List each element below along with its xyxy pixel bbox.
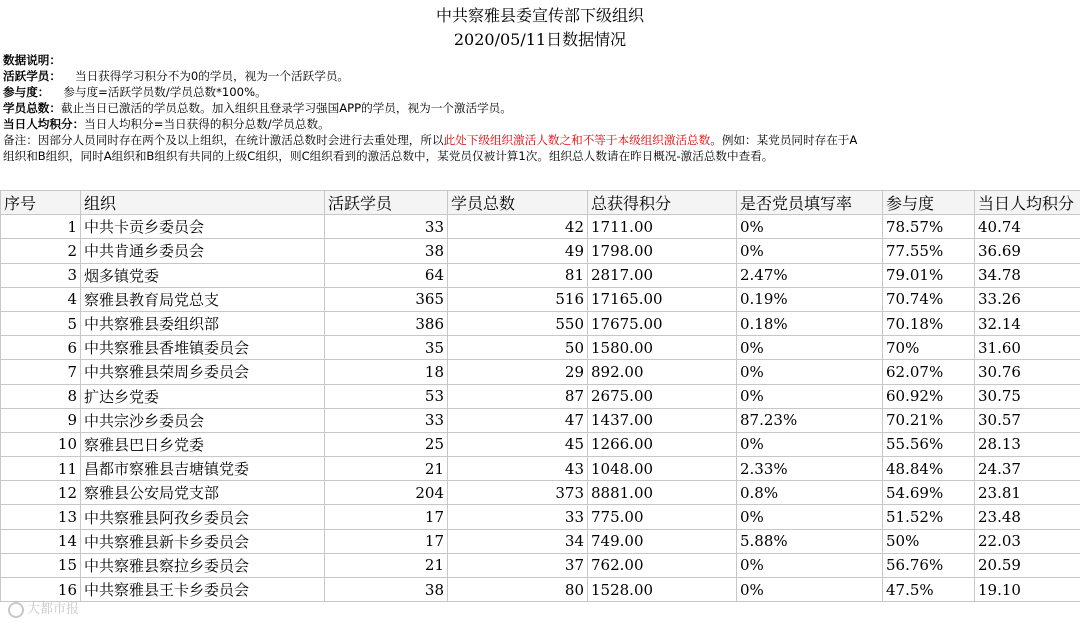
table-cell[interactable]: 1711.00 xyxy=(588,215,737,239)
table-cell[interactable]: 51.52% xyxy=(883,505,975,529)
table-cell[interactable]: 49 xyxy=(448,239,588,263)
table-cell[interactable]: 47 xyxy=(448,408,588,432)
data-table xyxy=(0,190,1080,602)
table-cell[interactable]: 70.18% xyxy=(883,311,975,335)
table-cell[interactable]: 34.78 xyxy=(975,263,1080,287)
watermark-logo-icon xyxy=(8,602,24,618)
table-cell[interactable]: 31.60 xyxy=(975,336,1080,360)
table-cell[interactable]: 16 xyxy=(1,578,81,602)
note-remark-b: 。例如：某党员同时存在于A xyxy=(710,133,858,147)
table-cell[interactable]: 79.01% xyxy=(883,263,975,287)
table-cell[interactable]: 892.00 xyxy=(588,360,737,384)
table-cell[interactable]: 81 xyxy=(448,263,588,287)
table-cell[interactable]: 中共察雅县王卡乡委员会 xyxy=(81,578,325,602)
table-cell[interactable]: 17165.00 xyxy=(588,287,737,311)
table-cell[interactable]: 中共肯通乡委员会 xyxy=(81,239,325,263)
note-avg-text: 当日人均积分=当日获得的积分总数/学员总数。 xyxy=(84,117,330,131)
table-cell[interactable]: 33.26 xyxy=(975,287,1080,311)
table-cell[interactable]: 40.74 xyxy=(975,215,1080,239)
table-cell[interactable]: 0% xyxy=(737,336,883,360)
table-cell[interactable]: 2.33% xyxy=(737,457,883,481)
table-cell[interactable]: 17 xyxy=(325,505,448,529)
table-cell[interactable]: 11 xyxy=(1,457,81,481)
table-cell[interactable]: 550 xyxy=(448,311,588,335)
table-cell[interactable]: 38 xyxy=(325,239,448,263)
table-cell[interactable]: 25 xyxy=(325,432,448,456)
table-cell[interactable]: 中共察雅县荣周乡委员会 xyxy=(81,360,325,384)
table-cell[interactable]: 9 xyxy=(1,408,81,432)
table-cell[interactable]: 70.21% xyxy=(883,408,975,432)
table-cell[interactable]: 60.92% xyxy=(883,384,975,408)
table-cell[interactable]: 0.19% xyxy=(737,287,883,311)
table-cell[interactable]: 0% xyxy=(737,578,883,602)
table-cell[interactable]: 77.55% xyxy=(883,239,975,263)
table-cell[interactable]: 0.8% xyxy=(737,481,883,505)
table-cell[interactable]: 21 xyxy=(325,457,448,481)
table-body xyxy=(1,215,1080,602)
table-cell[interactable]: 30.57 xyxy=(975,408,1080,432)
table-cell[interactable]: 775.00 xyxy=(588,505,737,529)
table-cell[interactable]: 中共卡贡乡委员会 xyxy=(81,215,325,239)
table-cell[interactable]: 365 xyxy=(325,287,448,311)
table-cell[interactable]: 78.57% xyxy=(883,215,975,239)
table-cell[interactable]: 察雅县教育局党总支 xyxy=(81,287,325,311)
table-cell[interactable]: 749.00 xyxy=(588,529,737,553)
table-cell[interactable]: 373 xyxy=(448,481,588,505)
table-row xyxy=(1,432,1080,456)
table-cell[interactable]: 中共察雅县阿孜乡委员会 xyxy=(81,505,325,529)
table-cell[interactable]: 中共察雅县委组织部 xyxy=(81,311,325,335)
table-cell[interactable]: 23.48 xyxy=(975,505,1080,529)
table-cell[interactable]: 386 xyxy=(325,311,448,335)
table-cell[interactable]: 21 xyxy=(325,553,448,577)
header-active-learners[interactable]: 活跃学员 xyxy=(325,191,448,215)
table-cell[interactable]: 1528.00 xyxy=(588,578,737,602)
table-cell[interactable]: 64 xyxy=(325,263,448,287)
table-cell[interactable]: 38 xyxy=(325,578,448,602)
header-total-learners[interactable]: 学员总数 xyxy=(448,191,588,215)
table-cell[interactable]: 516 xyxy=(448,287,588,311)
table-cell[interactable]: 0% xyxy=(737,384,883,408)
table-cell[interactable]: 43 xyxy=(448,457,588,481)
table-cell[interactable]: 35 xyxy=(325,336,448,360)
table-cell[interactable]: 87 xyxy=(448,384,588,408)
table-cell[interactable]: 5 xyxy=(1,311,81,335)
page-subtitle: 2020/05/11日数据情况 xyxy=(453,30,627,49)
table-row xyxy=(1,239,1080,263)
table-cell[interactable]: 中共察雅县香堆镇委员会 xyxy=(81,336,325,360)
note-remark-line2-text: 组织和B组织，同时A组织和B组织有共同的上级C组织，则C组织看到的激活总数中，某党员仅被计算1次。组织总人数请在昨日概况-激活总数中查看。 xyxy=(3,149,774,163)
table-row xyxy=(1,287,1080,311)
note-total-label: 学员总数： xyxy=(3,101,61,115)
table-cell[interactable]: 8 xyxy=(1,384,81,408)
table-cell[interactable]: 22.03 xyxy=(975,529,1080,553)
table-cell[interactable]: 0% xyxy=(737,553,883,577)
table-cell[interactable]: 0% xyxy=(737,505,883,529)
header-party-fill-rate[interactable]: 是否党员填写率 xyxy=(737,191,883,215)
table-cell[interactable]: 15 xyxy=(1,553,81,577)
note-avg-label: 当日人均积分： xyxy=(3,117,85,131)
table-row xyxy=(1,505,1080,529)
note-participation-text: 参与度=活跃学员数/学员总数*100%。 xyxy=(63,85,267,99)
table-cell[interactable]: 17 xyxy=(325,529,448,553)
table-cell[interactable]: 13 xyxy=(1,505,81,529)
note-active-label: 活跃学员： xyxy=(3,69,61,83)
note-avg xyxy=(3,116,1075,132)
table-cell[interactable]: 55.56% xyxy=(883,432,975,456)
table-cell[interactable]: 24.37 xyxy=(975,457,1080,481)
table-cell[interactable]: 762.00 xyxy=(588,553,737,577)
note-active xyxy=(3,68,1075,84)
note-total-text: 截止当日已激活的学员总数。加入组织且登录学习强国APP的学员，视为一个激活学员。 xyxy=(60,101,512,115)
header-avg-points[interactable]: 当日人均积分 xyxy=(975,191,1080,215)
table-cell[interactable]: 1437.00 xyxy=(588,408,737,432)
table-cell[interactable]: 14 xyxy=(1,529,81,553)
table-cell[interactable]: 23.81 xyxy=(975,481,1080,505)
header-organization[interactable]: 组织 xyxy=(81,191,325,215)
table-row xyxy=(1,553,1080,577)
data-notes xyxy=(3,52,1075,164)
table-cell[interactable]: 1266.00 xyxy=(588,432,737,456)
table-cell[interactable]: 36.69 xyxy=(975,239,1080,263)
table-cell[interactable]: 10 xyxy=(1,432,81,456)
note-remark-highlight: 此处下级组织激活人数之和不等于本级组织激活总数 xyxy=(443,133,711,147)
table-cell[interactable]: 7 xyxy=(1,360,81,384)
table-cell[interactable]: 34 xyxy=(448,529,588,553)
table-cell[interactable]: 50 xyxy=(448,336,588,360)
table-row xyxy=(1,263,1080,287)
table-cell[interactable]: 1580.00 xyxy=(588,336,737,360)
table-cell[interactable]: 62.07% xyxy=(883,360,975,384)
table-row xyxy=(1,360,1080,384)
table-cell[interactable]: 87.23% xyxy=(737,408,883,432)
table-row xyxy=(1,336,1080,360)
table-cell[interactable]: 2 xyxy=(1,239,81,263)
header-total-points[interactable]: 总获得积分 xyxy=(588,191,737,215)
note-remark-line2 xyxy=(3,148,1075,164)
table-cell[interactable]: 28.13 xyxy=(975,432,1080,456)
table-cell[interactable]: 32.14 xyxy=(975,311,1080,335)
table-row xyxy=(1,408,1080,432)
table-row xyxy=(1,215,1080,239)
header-participation[interactable]: 参与度 xyxy=(883,191,975,215)
table-cell[interactable]: 中共察雅县察拉乡委员会 xyxy=(81,553,325,577)
table-cell[interactable]: 45 xyxy=(448,432,588,456)
notes-heading: 数据说明： xyxy=(3,53,61,67)
table-cell[interactable]: 30.76 xyxy=(975,360,1080,384)
table-cell[interactable]: 烟多镇党委 xyxy=(81,263,325,287)
watermark-text: 大都市报 xyxy=(27,602,80,617)
table-cell[interactable]: 20.59 xyxy=(975,553,1080,577)
table-cell[interactable]: 33 xyxy=(448,505,588,529)
table-cell[interactable]: 53 xyxy=(325,384,448,408)
header-index[interactable]: 序号 xyxy=(1,191,81,215)
table-cell[interactable]: 19.10 xyxy=(975,578,1080,602)
table-cell[interactable]: 33 xyxy=(325,215,448,239)
note-active-text: 当日获得学习积分不为0的学员，视为一个活跃学员。 xyxy=(74,69,350,83)
table-cell[interactable]: 70% xyxy=(883,336,975,360)
table-cell[interactable]: 0.18% xyxy=(737,311,883,335)
note-remark xyxy=(3,132,1075,148)
table-cell[interactable]: 80 xyxy=(448,578,588,602)
table-cell[interactable]: 0% xyxy=(737,239,883,263)
table-row xyxy=(1,529,1080,553)
table-cell[interactable]: 1798.00 xyxy=(588,239,737,263)
notes-heading-line xyxy=(3,52,1075,68)
table-cell[interactable]: 3 xyxy=(1,263,81,287)
table-row xyxy=(1,457,1080,481)
note-participation-label: 参与度： xyxy=(3,85,50,99)
table-cell[interactable]: 50% xyxy=(883,529,975,553)
table-cell[interactable]: 1 xyxy=(1,215,81,239)
table-cell[interactable]: 中共宗沙乡委员会 xyxy=(81,408,325,432)
table-cell[interactable]: 37 xyxy=(448,553,588,577)
table-cell[interactable]: 2817.00 xyxy=(588,263,737,287)
table-row xyxy=(1,481,1080,505)
table-cell[interactable]: 54.69% xyxy=(883,481,975,505)
table-row xyxy=(1,578,1080,602)
table-cell[interactable]: 5.88% xyxy=(737,529,883,553)
table-cell[interactable]: 204 xyxy=(325,481,448,505)
table-cell[interactable]: 17675.00 xyxy=(588,311,737,335)
table-cell[interactable]: 42 xyxy=(448,215,588,239)
watermark xyxy=(8,598,79,618)
page-title: 中共察雅县委宣传部下级组织 xyxy=(435,6,644,25)
table-cell[interactable]: 0% xyxy=(737,432,883,456)
note-remark-a: 备注：因部分人员同时存在两个及以上组织，在统计激活总数时会进行去重处理，所以 xyxy=(3,133,444,147)
table-cell[interactable]: 中共察雅县新卡乡委员会 xyxy=(81,529,325,553)
table-cell[interactable]: 70.74% xyxy=(883,287,975,311)
table-cell[interactable]: 47.5% xyxy=(883,578,975,602)
table-cell[interactable]: 1048.00 xyxy=(588,457,737,481)
note-total xyxy=(3,100,1075,116)
table-cell[interactable]: 6 xyxy=(1,336,81,360)
table-row xyxy=(1,384,1080,408)
table-cell[interactable]: 察雅县巴日乡党委 xyxy=(81,432,325,456)
table-header-row xyxy=(1,191,1080,215)
table-cell[interactable]: 扩达乡党委 xyxy=(81,384,325,408)
note-participation xyxy=(3,84,1075,100)
table-cell[interactable]: 4 xyxy=(1,287,81,311)
table-cell[interactable]: 18 xyxy=(325,360,448,384)
table-cell[interactable]: 2.47% xyxy=(737,263,883,287)
table-cell[interactable]: 29 xyxy=(448,360,588,384)
table-cell[interactable]: 8881.00 xyxy=(588,481,737,505)
table-cell[interactable]: 察雅县公安局党支部 xyxy=(81,481,325,505)
table-cell[interactable]: 0% xyxy=(737,215,883,239)
table-cell[interactable]: 昌都市察雅县吉塘镇党委 xyxy=(81,457,325,481)
table-row xyxy=(1,311,1080,335)
table-cell[interactable]: 56.76% xyxy=(883,553,975,577)
table-cell[interactable]: 33 xyxy=(325,408,448,432)
table-cell[interactable]: 12 xyxy=(1,481,81,505)
table-cell[interactable]: 2675.00 xyxy=(588,384,737,408)
table-cell[interactable]: 30.75 xyxy=(975,384,1080,408)
table-cell[interactable]: 48.84% xyxy=(883,457,975,481)
table-cell[interactable]: 0% xyxy=(737,360,883,384)
